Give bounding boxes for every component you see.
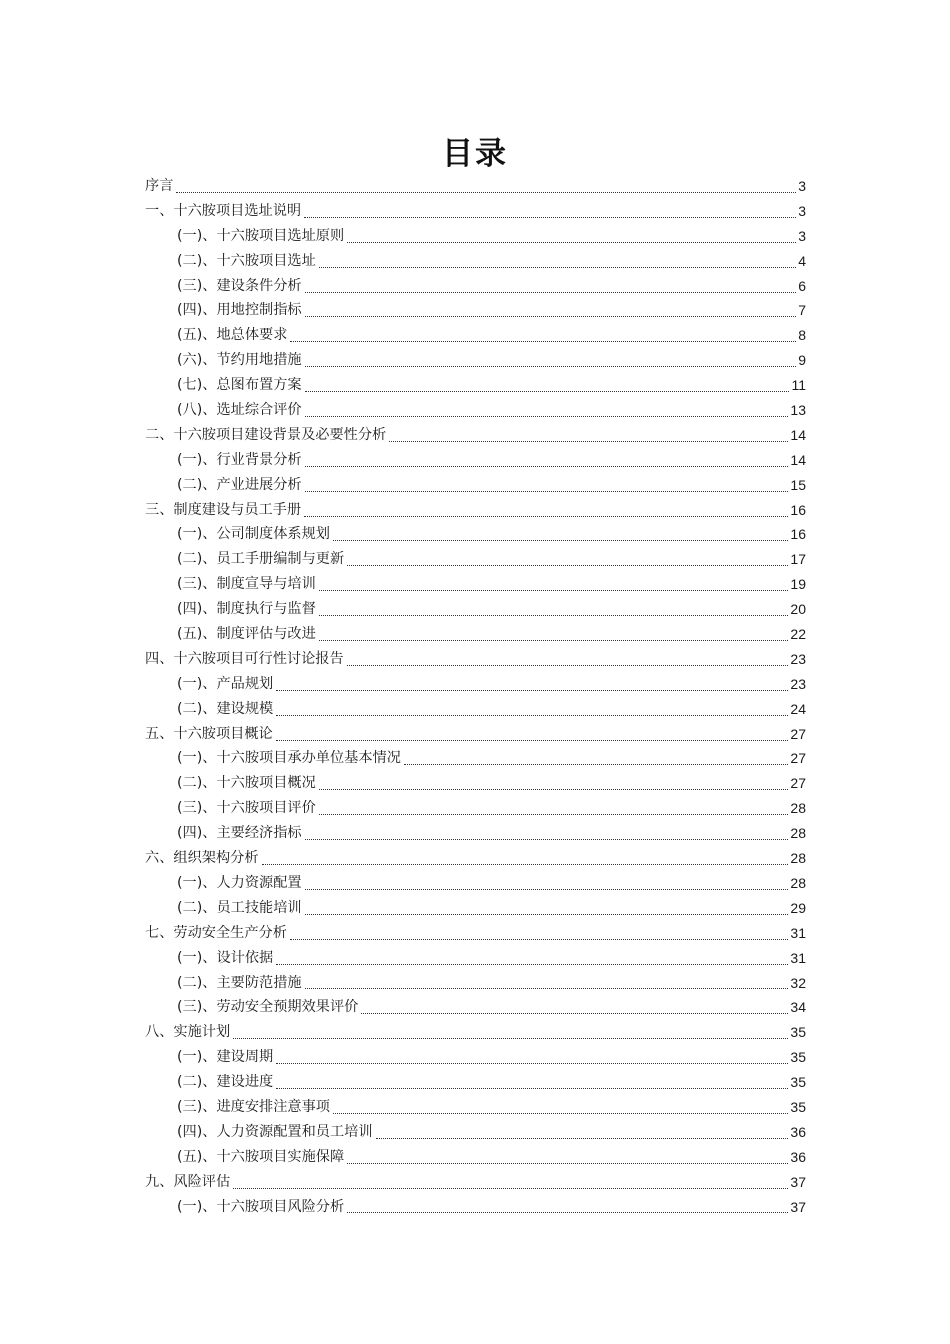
toc-entry-label: (一)、建设周期 [177,1049,274,1066]
toc-subsection-entry[interactable] [177,597,806,622]
toc-subsection-entry[interactable] [177,1195,806,1220]
toc-page-number: 8 [798,327,806,344]
toc-dot-leader [319,640,789,641]
toc-page-number: 19 [790,576,806,593]
toc-dot-leader [347,242,796,243]
toc-subsection-entry[interactable] [177,697,806,722]
toc-subsection-entry[interactable] [177,796,806,821]
toc-entry-label: (一)、公司制度体系规划 [177,526,330,543]
toc-page-number: 27 [790,775,806,792]
toc-entry-label: (二)、建设规模 [177,700,274,717]
toc-dot-leader [290,939,789,940]
toc-dot-leader [376,1138,789,1139]
toc-page-number: 31 [790,949,806,966]
toc-subsection-entry[interactable] [177,398,806,423]
toc-dot-leader [233,1038,788,1039]
toc-dot-leader [333,540,788,541]
table-of-contents [0,174,950,1219]
toc-section-entry[interactable] [145,846,806,871]
toc-dot-leader [319,789,789,790]
toc-page-number: 17 [790,551,806,568]
toc-page-number: 6 [798,277,806,294]
toc-page-number: 35 [790,1098,806,1115]
toc-entry-label: (三)、十六胺项目评价 [177,800,316,817]
toc-entry-label: 五、十六胺项目概论 [145,725,273,742]
toc-section-entry[interactable] [145,921,806,946]
toc-subsection-entry[interactable] [177,946,806,971]
toc-entry-label: (一)、十六胺项目风险分析 [177,1198,345,1215]
toc-page-number: 32 [790,974,806,991]
toc-dot-leader [333,1113,788,1114]
toc-entry-label: (二)、产业进展分析 [177,476,302,493]
toc-page-number: 11 [791,377,806,394]
toc-entry-label: (二)、主要防范措施 [177,974,302,991]
toc-entry-label: (一)、十六胺项目承办单位基本情况 [177,750,401,767]
toc-page-number: 7 [798,302,806,319]
toc-page-number: 20 [790,601,806,618]
toc-page-number: 4 [798,252,806,269]
toc-dot-leader [276,715,788,716]
toc-subsection-entry[interactable] [177,522,806,547]
toc-dot-leader [305,316,797,317]
toc-dot-leader [290,341,796,342]
toc-page-number: 14 [790,451,806,468]
toc-entry-label: (四)、制度执行与监督 [177,601,316,618]
toc-dot-leader [304,516,788,517]
toc-dot-leader [347,665,789,666]
toc-dot-leader [276,1088,788,1089]
toc-page-number: 35 [790,1074,806,1091]
toc-dot-leader [305,292,797,293]
toc-entry-label: (二)、建设进度 [177,1074,274,1091]
toc-dot-leader [176,192,796,193]
toc-subsection-entry[interactable] [177,1045,806,1070]
toc-page-number: 28 [790,850,806,867]
toc-page-number: 29 [790,899,806,916]
toc-entry-label: (一)、十六胺项目选址原则 [177,227,345,244]
toc-subsection-entry[interactable] [177,348,806,373]
toc-dot-leader [233,1188,788,1189]
toc-dot-leader [305,391,790,392]
toc-dot-leader [305,914,789,915]
toc-dot-leader [276,740,789,741]
toc-page-number: 3 [798,227,806,244]
toc-section-entry[interactable] [145,423,806,448]
toc-page-number: 9 [798,352,806,369]
toc-subsection-entry[interactable] [177,871,806,896]
toc-entry-label: (四)、人力资源配置和员工培训 [177,1123,373,1140]
toc-page-number: 36 [790,1148,806,1165]
toc-subsection-entry[interactable] [177,622,806,647]
toc-dot-leader [262,864,789,865]
toc-section-entry[interactable] [145,647,806,672]
toc-subsection-entry[interactable] [177,896,806,921]
toc-dot-leader [347,1163,788,1164]
toc-entry-label: 二、十六胺项目建设背景及必要性分析 [145,426,387,443]
toc-entry-label: (一)、设计依据 [177,949,274,966]
toc-entry-label: (五)、地总体要求 [177,327,288,344]
toc-dot-leader [319,615,789,616]
toc-entry-label: (三)、劳动安全预期效果评价 [177,999,359,1016]
toc-dot-leader [305,988,789,989]
toc-dot-leader [305,889,789,890]
toc-page-number: 15 [790,476,806,493]
toc-page-number: 16 [790,501,806,518]
toc-subsection-entry[interactable] [177,274,806,299]
toc-dot-leader [305,366,797,367]
toc-dot-leader [347,565,788,566]
toc-page-number: 13 [790,402,806,419]
toc-subsection-entry[interactable] [177,1120,806,1145]
toc-page-number: 27 [790,725,806,742]
toc-title: 目录 [442,136,508,172]
toc-subsection-entry[interactable] [177,746,806,771]
toc-entry-label: 七、劳动安全生产分析 [145,924,287,941]
toc-dot-leader [305,416,789,417]
toc-subsection-entry[interactable] [177,771,806,796]
toc-page-number: 16 [790,526,806,543]
toc-dot-leader [305,491,789,492]
toc-entry-label: (二)、员工手册编制与更新 [177,551,345,568]
toc-subsection-entry[interactable] [177,1095,806,1120]
toc-section-entry[interactable] [145,1170,806,1195]
toc-dot-leader [319,814,789,815]
toc-entry-label: (四)、用地控制指标 [177,302,302,319]
toc-entry-label: (一)、产品规划 [177,675,274,692]
toc-entry-label: 四、十六胺项目可行性讨论报告 [145,650,344,667]
toc-subsection-entry[interactable] [177,672,806,697]
toc-entry-label: 一、十六胺项目选址说明 [145,202,302,219]
toc-page-number: 28 [790,800,806,817]
toc-dot-leader [404,764,789,765]
toc-entry-label: 三、制度建设与员工手册 [145,501,302,518]
toc-page-number: 24 [790,700,806,717]
toc-section-entry[interactable] [145,498,806,523]
toc-page-number: 3 [798,202,806,219]
toc-subsection-entry[interactable] [177,373,806,398]
toc-page-number: 37 [790,1173,806,1190]
toc-dot-leader [305,839,789,840]
toc-entry-label: (六)、节约用地措施 [177,352,302,369]
toc-page-number: 27 [790,750,806,767]
toc-entry-label: (二)、十六胺项目选址 [177,252,316,269]
toc-entry-label: 九、风险评估 [145,1173,231,1190]
toc-entry-label: (三)、制度宣导与培训 [177,576,316,593]
toc-section-entry[interactable] [145,174,806,199]
toc-entry-label: (七)、总图布置方案 [177,377,302,394]
toc-subsection-entry[interactable] [177,473,806,498]
toc-dot-leader [361,1013,788,1014]
toc-page-number: 35 [790,1024,806,1041]
toc-subsection-entry[interactable] [177,1145,806,1170]
toc-subsection-entry[interactable] [177,298,806,323]
toc-entry-label: (二)、十六胺项目概况 [177,775,316,792]
toc-subsection-entry[interactable] [177,323,806,348]
toc-entry-label: (五)、制度评估与改进 [177,626,316,643]
toc-subsection-entry[interactable] [177,224,806,249]
toc-dot-leader [276,690,788,691]
toc-entry-label: (四)、主要经济指标 [177,825,302,842]
toc-subsection-entry[interactable] [177,547,806,572]
toc-subsection-entry[interactable] [177,448,806,473]
toc-page-number: 22 [790,626,806,643]
toc-entry-label: (五)、十六胺项目实施保障 [177,1148,345,1165]
toc-entry-label: (一)、行业背景分析 [177,451,302,468]
toc-page-number: 23 [790,650,806,667]
toc-entry-label: (八)、选址综合评价 [177,402,302,419]
toc-dot-leader [319,590,789,591]
toc-page-number: 37 [790,1198,806,1215]
toc-page-number: 14 [790,426,806,443]
toc-subsection-entry[interactable] [177,572,806,597]
toc-subsection-entry[interactable] [177,971,806,996]
toc-subsection-entry[interactable] [177,995,806,1020]
toc-dot-leader [276,1063,788,1064]
toc-subsection-entry[interactable] [177,821,806,846]
toc-page-number: 34 [790,999,806,1016]
toc-entry-label: (三)、进度安排注意事项 [177,1098,330,1115]
toc-entry-label: (一)、人力资源配置 [177,874,302,891]
toc-page-number: 23 [790,675,806,692]
toc-entry-label: (二)、员工技能培训 [177,899,302,916]
toc-section-entry[interactable] [145,1020,806,1045]
toc-section-entry[interactable] [145,722,806,747]
toc-page-number: 35 [790,1049,806,1066]
toc-section-entry[interactable] [145,199,806,224]
toc-entry-label: 序言 [145,178,174,194]
toc-entry-label: 八、实施计划 [145,1024,231,1041]
toc-page-number: 28 [790,825,806,842]
toc-page-number: 28 [790,874,806,891]
toc-dot-leader [305,466,789,467]
toc-dot-leader [389,441,788,442]
toc-entry-label: 六、组织架构分析 [145,850,259,867]
toc-subsection-entry[interactable] [177,1070,806,1095]
toc-dot-leader [304,217,796,218]
toc-entry-label: (三)、建设条件分析 [177,277,302,294]
toc-page-number: 3 [798,178,806,194]
toc-dot-leader [347,1212,788,1213]
toc-page-number: 31 [790,924,806,941]
toc-subsection-entry[interactable] [177,249,806,274]
toc-page-number: 36 [790,1123,806,1140]
toc-dot-leader [276,964,788,965]
toc-dot-leader [319,267,796,268]
